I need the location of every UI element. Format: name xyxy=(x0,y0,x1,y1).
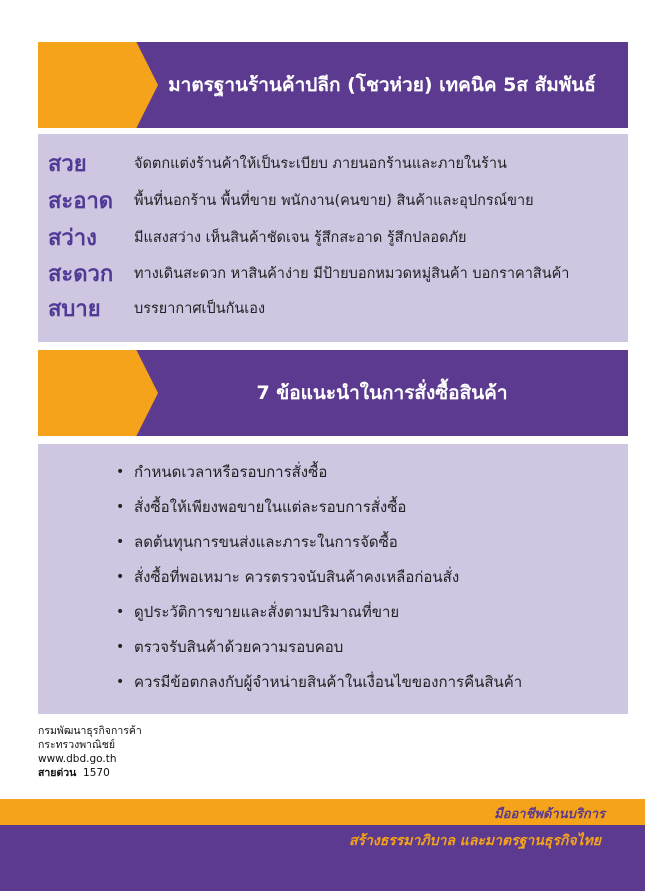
hotline-number: 1570 xyxy=(83,767,110,779)
five-s-key: สบาย xyxy=(48,296,101,322)
department-name: กรมพัฒนาธุรกิจการค้า xyxy=(38,725,142,737)
banner-title: มาตรฐานร้านค้าปลีก (โชวห่วย) เทคนิค 5ส สัมพันธ์ xyxy=(168,74,596,96)
list-item xyxy=(116,489,618,524)
tip-text: ควรมีข้อตกลงกับผู้จำหน่ายสินค้าในเงื่อนไขของการคืนสินค้า xyxy=(134,672,523,691)
bullet-icon: • xyxy=(116,603,125,620)
tip-text: ตรวจรับสินค้าด้วยความรอบคอบ xyxy=(134,637,344,656)
five-s-key: สว่าง xyxy=(48,225,97,251)
five-s-key: สวย xyxy=(48,151,87,177)
tips-title: 7 ข้อแนะนำในการสั่งซื้อสินค้า xyxy=(256,382,508,404)
contact-info xyxy=(38,724,142,780)
tip-text: สั่งซื้อที่พอเหมาะ ควรตรวจนับสินค้าคงเหลือก่อนสั่ง xyxy=(134,567,460,586)
bullet-icon: • xyxy=(116,498,125,515)
five-s-key: สะดวก xyxy=(48,261,114,287)
header-banner-5s xyxy=(38,42,628,128)
list-item xyxy=(116,454,618,489)
five-s-row xyxy=(48,291,622,325)
five-s-desc: จัดตกแต่งร้านค้าให้เป็นระเบียบ ภายนอกร้านและภายในร้าน xyxy=(134,155,507,172)
ministry-name: กระทรวงพาณิชย์ xyxy=(38,739,116,751)
list-item xyxy=(116,594,618,629)
five-s-desc: พื้นที่นอกร้าน พื้นที่ขาย พนักงาน(คนขาย) สินค้าและอุปกรณ์ขาย xyxy=(134,192,534,209)
hotline-label: สายด่วน xyxy=(38,767,77,779)
five-s-key: สะอาด xyxy=(48,188,114,214)
tips-list xyxy=(116,454,618,699)
bullet-icon: • xyxy=(116,568,125,585)
list-item xyxy=(116,664,618,699)
five-s-row xyxy=(48,183,622,217)
tip-text: กำหนดเวลาหรือรอบการสั่งซื้อ xyxy=(134,462,328,481)
banner-arrow-tab xyxy=(38,350,158,436)
footer-slogan-top: มืออาชีพด้านบริการ xyxy=(494,807,605,822)
tips-banner xyxy=(38,350,628,436)
banner-arrow-tab xyxy=(38,42,158,128)
bullet-icon: • xyxy=(116,673,125,690)
bullet-icon: • xyxy=(116,638,125,655)
five-s-desc: ทางเดินสะดวก หาสินค้าง่าย มีป้ายบอกหมวดหมู่สินค้า บอกราคาสินค้า xyxy=(134,265,570,282)
website-link[interactable]: www.dbd.go.th xyxy=(38,753,117,765)
five-s-row xyxy=(48,220,622,254)
footer-slogan-bottom: สร้างธรรมาภิบาล และมาตรฐานธุรกิจไทย xyxy=(348,833,601,849)
bullet-icon: • xyxy=(116,533,125,550)
tips-panel xyxy=(38,444,628,714)
five-s-row xyxy=(48,146,622,180)
tip-text: ดูประวัติการขายและสั่งตามปริมาณที่ขาย xyxy=(134,602,400,621)
hotline xyxy=(38,766,142,780)
five-s-row xyxy=(48,256,622,290)
list-item xyxy=(116,559,618,594)
list-item xyxy=(116,629,618,664)
bullet-icon: • xyxy=(116,463,125,480)
five-s-desc: มีแสงสว่าง เห็นสินค้าชัดเจน รู้สึกสะอาด รู้สึกปลอดภัย xyxy=(134,229,467,246)
tip-text: สั่งซื้อให้เพียงพอขายในแต่ละรอบการสั่งซื้อ xyxy=(134,497,407,516)
five-s-desc: บรรยากาศเป็นกันเอง xyxy=(134,300,266,317)
five-s-panel xyxy=(38,134,628,342)
list-item xyxy=(116,524,618,559)
tip-text: ลดต้นทุนการขนส่งและภาระในการจัดซื้อ xyxy=(134,532,398,551)
